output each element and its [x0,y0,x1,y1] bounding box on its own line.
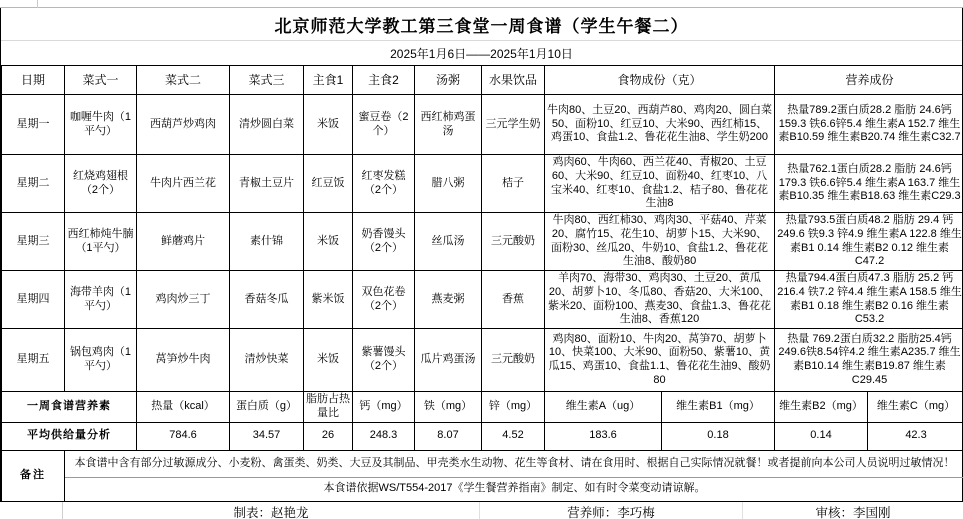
date-range: 2025年1月6日——2025年1月10日 [390,46,573,61]
day-cell: 星期四 [2,271,65,329]
dish3-cell: 清炒圆白菜 [230,95,304,155]
staple2-cell: 红枣发糕（2个） [353,155,415,213]
dish2-cell: 西葫芦炒鸡肉 [137,95,230,155]
title-row [1,8,962,41]
summary-analysis-label: 平均供给量分析 [2,422,137,450]
dish2-cell: 牛肉片西兰花 [137,155,230,213]
staple1-cell: 米饭 [304,95,353,155]
notes-line-1: 本食谱中含有部分过敏源成分、小麦粉、禽蛋类、奶类、大豆及其制品、甲壳类水生动物、花生等食材、请在食用时、根据自己实际情况就餐！或者提前向本公司人员说明过敏情况！ [65,450,963,477]
summary-value-protein: 34.57 [230,422,304,450]
ingredients-cell: 牛肉80、西红柿30、鸡肉30、平菇40、芹菜20、腐竹15、花生10、胡萝卜15、大米90、面粉30、丝瓜20、牛奶10、食盐1.2、鲁花花生油8、酸奶80 [545,213,775,271]
header-dish1: 菜式一 [65,66,137,95]
nutritionist-label: 营养师：李巧梅 [480,502,743,519]
day-cell: 星期三 [2,213,65,271]
summary-col-energy: 热量（kcal） [137,392,230,423]
staple1-cell: 紫米饭 [304,271,353,329]
dish1-cell: 海带羊肉（1平勺） [65,271,137,329]
summary-value-vitamin-c: 42.3 [868,422,963,450]
staple2-cell: 蜜豆卷（2个） [353,95,415,155]
signature-row [0,502,963,519]
summary-value-energy: 784.6 [137,422,230,450]
signature-spacer [0,502,63,519]
summary-col-vitamin-a: 维生素A（ug） [545,392,662,423]
reviewer-label: 审核：李国刚 [815,505,891,519]
menu-row-friday [2,329,963,392]
notes-row-2 [2,477,963,501]
summary-col-iron: 铁（mg） [415,392,482,423]
dish1-cell: 咖喱牛肉（1平勺） [65,95,137,155]
dish1-cell: 红烧鸡翅根（2个） [65,155,137,213]
summary-value-vitamin-b2: 0.14 [775,422,868,450]
summary-value-vitamin-b1: 0.18 [662,422,775,450]
summary-values-row [2,422,963,450]
staple1-cell: 红豆饭 [304,155,353,213]
summary-header-row [2,392,963,423]
nutrition-cell: 热量794.4蛋白质47.3 脂肪 25.2 钙216.4 铁7.2 锌4.4 维生素A 158.5 维生素B1 0.18 维生素B2 0.16 维生素C53.2 [775,271,963,329]
ingredients-cell: 牛肉80、土豆20、西葫芦80、鸡肉20、圆白菜50、面粉10、红豆10、大米90、西红柿15、鸡蛋10、食盐1.2、鲁花花生油8、学生奶200 [545,95,775,155]
summary-value-zinc: 4.52 [482,422,545,450]
summary-row-label: 一周食谱营养素 [2,392,137,423]
preparer-label: 制表：赵艳龙 [63,502,480,519]
fruit-drink-cell: 三元酸奶 [482,329,545,392]
summary-col-protein: 蛋白质（g） [230,392,304,423]
summary-value-fat-ratio: 26 [304,422,353,450]
summary-col-vitamin-b2: 维生素B2（mg） [775,392,868,423]
soup-cell: 瓜片鸡蛋汤 [415,329,482,392]
spreadsheet-corner-artifact [0,0,38,8]
notes-line-2: 本食谱依据WS/T554-2017《学生餐营养指南》制定、如有时令菜变动请谅解。 [65,477,963,501]
summary-col-calcium: 钙（mg） [353,392,415,423]
dish2-cell: 鲜蘑鸡片 [137,213,230,271]
soup-cell: 燕麦粥 [415,271,482,329]
soup-cell: 腊八粥 [415,155,482,213]
summary-col-fat-ratio: 脂肪占热量比 [304,392,353,423]
staple2-cell: 紫薯馒头（2个） [353,329,415,392]
weekly-menu-table [1,65,963,502]
summary-col-vitamin-c: 维生素C（mg） [868,392,963,423]
dish1-cell: 锅包鸡肉（1平勺） [65,329,137,392]
staple1-cell: 米饭 [304,213,353,271]
header-nutrition: 营养成份 [775,66,963,95]
nutrition-cell: 热量 769.2蛋白质32.2 脂肪25.4钙249.6铁8.54锌4.2 维生素A235.7 维生素B10.14 维生素B19.87 维生素C29.45 [775,329,963,392]
day-cell: 星期一 [2,95,65,155]
ingredients-cell: 鸡肉60、牛肉60、西兰花40、青椒20、土豆60、大米90、红豆10、面粉40、红枣10、八宝米40、红枣10、食盐1.2、桔子80、鲁花花生油8 [545,155,775,213]
dish2-cell: 鸡肉炒三丁 [137,271,230,329]
header-row [2,66,963,95]
nutrition-cell: 热量789.2蛋白质28.2 脂肪 24.6钙159.3 铁6.6锌5.4 维生素A 152.7 维生素B10.59 维生素B20.74 维生素C32.7 [775,95,963,155]
header-soup: 汤粥 [415,66,482,95]
summary-value-vitamin-a: 183.6 [545,422,662,450]
summary-value-iron: 8.07 [415,422,482,450]
nutrition-cell: 热量793.5蛋白质48.2 脂肪 29.4 钙249.6 铁9.3 锌4.9 维生素A 122.8 维生素B1 0.14 维生素B2 0.12 维生素C47.2 [775,213,963,271]
header-dish2: 菜式二 [137,66,230,95]
soup-cell: 丝瓜汤 [415,213,482,271]
menu-row-wednesday [2,213,963,271]
date-range-row [1,41,962,65]
summary-col-zinc: 锌（mg） [482,392,545,423]
menu-row-monday [2,95,963,155]
summary-value-calcium: 248.3 [353,422,415,450]
menu-row-tuesday [2,155,963,213]
header-staple1: 主食1 [304,66,353,95]
ingredients-cell: 羊肉70、海带30、鸡肉30、土豆20、黄瓜20、胡萝卜10、冬瓜80、香菇20、大米100、紫米20、面粉100、燕麦30、食盐1.3、鲁花花生油8、香蕉120 [545,271,775,329]
dish3-cell: 清炒快菜 [230,329,304,392]
header-ingredients: 食物成份（克） [545,66,775,95]
dish2-cell: 莴笋炒牛肉 [137,329,230,392]
fruit-drink-cell: 桔子 [482,155,545,213]
staple2-cell: 奶香馒头（2个） [353,213,415,271]
notes-row-1 [2,450,963,477]
header-dish3: 菜式三 [230,66,304,95]
dish3-cell: 素什锦 [230,213,304,271]
page-title: 北京师范大学教工第三食堂一周食谱（学生午餐二） [274,16,689,36]
fruit-drink-cell: 三元学生奶 [482,95,545,155]
fruit-drink-cell: 三元酸奶 [482,213,545,271]
header-day: 日期 [2,66,65,95]
fruit-drink-cell: 香蕉 [482,271,545,329]
top-gridline-strip [0,0,963,8]
ingredients-cell: 鸡肉80、面粉10、牛肉20、莴笋70、胡萝卜10、快菜100、大米90、面粉50、紫薯10、黄瓜15、鸡蛋10、食盐1.1、鲁花花生油9、酸奶80 [545,329,775,392]
day-cell: 星期五 [2,329,65,392]
summary-col-vitamin-b1: 维生素B1（mg） [662,392,775,423]
dish3-cell: 香菇冬瓜 [230,271,304,329]
notes-label: 备注 [2,450,65,501]
nutrition-cell: 热量762.1蛋白质28.2 脂肪 24.6钙179.3 铁6.6锌5.4 维生素A 163.7 维生素B10.35 维生素B18.63 维生素C29.3 [775,155,963,213]
dish1-cell: 西红柿炖牛腩（1平勺） [65,213,137,271]
dish3-cell: 青椒土豆片 [230,155,304,213]
day-cell: 星期二 [2,155,65,213]
staple1-cell: 米饭 [304,329,353,392]
menu-row-thursday [2,271,963,329]
header-fruit-drink: 水果饮品 [482,66,545,95]
soup-cell: 西红柿鸡蛋汤 [415,95,482,155]
header-staple2: 主食2 [353,66,415,95]
staple2-cell: 双色花卷（2个） [353,271,415,329]
